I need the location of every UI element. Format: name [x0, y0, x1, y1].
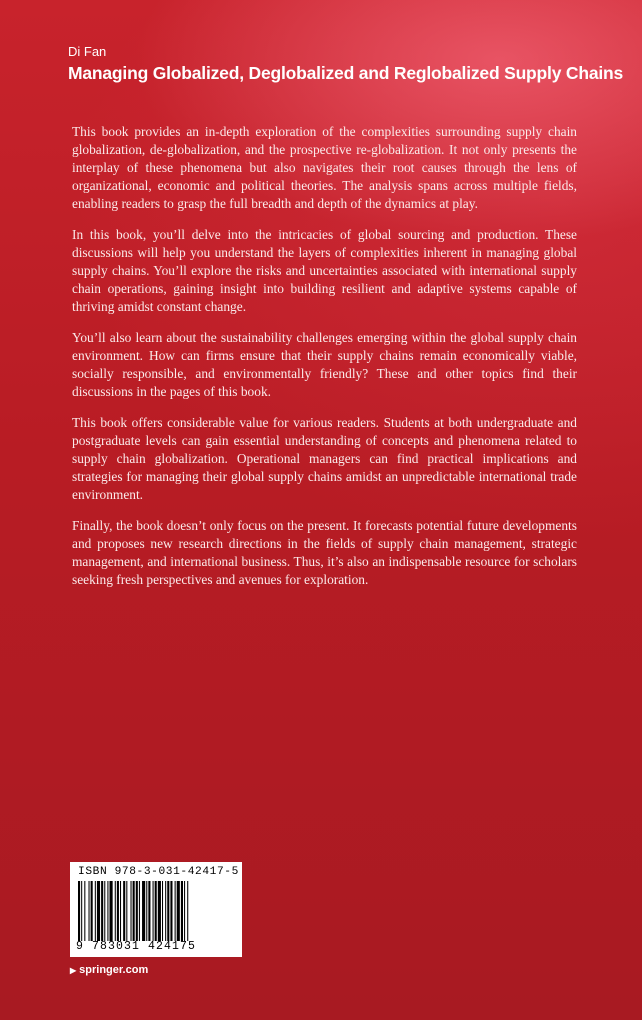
barcode-bar: [142, 881, 145, 941]
barcode-bar: [117, 881, 119, 941]
barcode-bar: [120, 881, 121, 941]
barcode-bar: [158, 881, 161, 941]
blurb-paragraph: In this book, you’ll delve into the intricacies of global sourcing and production. These discussions will help you understand the layers of complexities inherent in managing global supply chains. You’ll explore the risks and uncertainties associated with international supply chain operations, gaining insight into building resilient and adaptive systems capable of thriving amidst constant change.: [72, 227, 577, 314]
blurb-paragraph: Finally, the book doesn’t only focus on the present. It forecasts potential future developments and proposes new research directions in the fields of supply chain management, strategic management, and international business. Thus, it’s also an indispensable resource for scholars seeking fresh perspectives and avenues for exploration.: [72, 518, 577, 587]
barcode-bar: [84, 881, 85, 941]
barcode-bar: [97, 881, 100, 941]
barcode-bar: [133, 881, 135, 941]
barcode-bar: [91, 881, 93, 941]
barcode-bar: [184, 881, 185, 941]
publisher-link[interactable]: [70, 964, 148, 976]
barcode-bar: [187, 881, 188, 941]
arrow-right-icon: ▶: [70, 965, 77, 975]
barcode-bar: [81, 881, 82, 941]
barcode-bar: [136, 881, 138, 941]
book-title: Managing Globalized, Deglobalized and Reglobalized Supply Chains: [68, 63, 624, 83]
blurb-paragraph: This book offers considerable value for various readers. Students at both undergraduate and postgraduate levels can gain essential understanding of concepts and phenomena related to supply chain globalization. Operational managers can find practical implications and strategies for managing their global supply chains amidst an unpredictable international trade environment.: [72, 415, 577, 502]
barcode-bar: [148, 881, 150, 941]
isbn-barcode: [70, 862, 242, 957]
author-name: Di Fan: [68, 44, 107, 59]
barcode-bar: [139, 881, 140, 941]
barcode-bar: [126, 881, 127, 941]
barcode-bar: [131, 881, 132, 941]
barcode-bar: [104, 881, 105, 941]
barcode-bar: [107, 881, 108, 941]
publisher-link-label: springer.com: [79, 964, 149, 976]
barcode-bar: [170, 881, 172, 941]
barcode-bar: [153, 881, 154, 941]
barcode-bar: [181, 881, 183, 941]
back-cover-blurb: [72, 123, 577, 602]
barcode-bar: [155, 881, 157, 941]
barcode-bar: [115, 881, 116, 941]
barcode-bar: [162, 881, 163, 941]
blurb-paragraph: This book provides an in-depth exploration of the complexities surrounding supply chain globalization, de-globalization, and the prospective re-globalization. It not only presents the interplay of these phenomena but also navigates their root causes through the lens of organizational, economic and political theories. The analysis spans across multiple fields, enabling readers to grasp the full breadth and depth of the dynamics at play.: [72, 124, 577, 211]
barcode-bar: [165, 881, 166, 941]
barcode-bar: [110, 881, 113, 941]
barcode-bar: [146, 881, 147, 941]
barcode-bar: [78, 881, 80, 941]
barcode-digits: 9 783031 424175: [76, 940, 197, 953]
barcode-bar: [177, 881, 180, 941]
barcode-bar: [89, 881, 90, 941]
barcode-bars: [76, 881, 236, 941]
blurb-paragraph: You’ll also learn about the sustainability challenges emerging within the global supply chain environment. How can firms ensure that their supply chains remain economically viable, socially responsible, and environmentally friendly? These and other topics find their discussions in the pages of this book.: [72, 330, 577, 399]
barcode-bar: [167, 881, 169, 941]
barcode-bar: [123, 881, 125, 941]
barcode-bar: [95, 881, 96, 941]
barcode-bar: [175, 881, 176, 941]
isbn-label: ISBN 978-3-031-42417-5: [78, 866, 239, 878]
barcode-bar: [101, 881, 103, 941]
